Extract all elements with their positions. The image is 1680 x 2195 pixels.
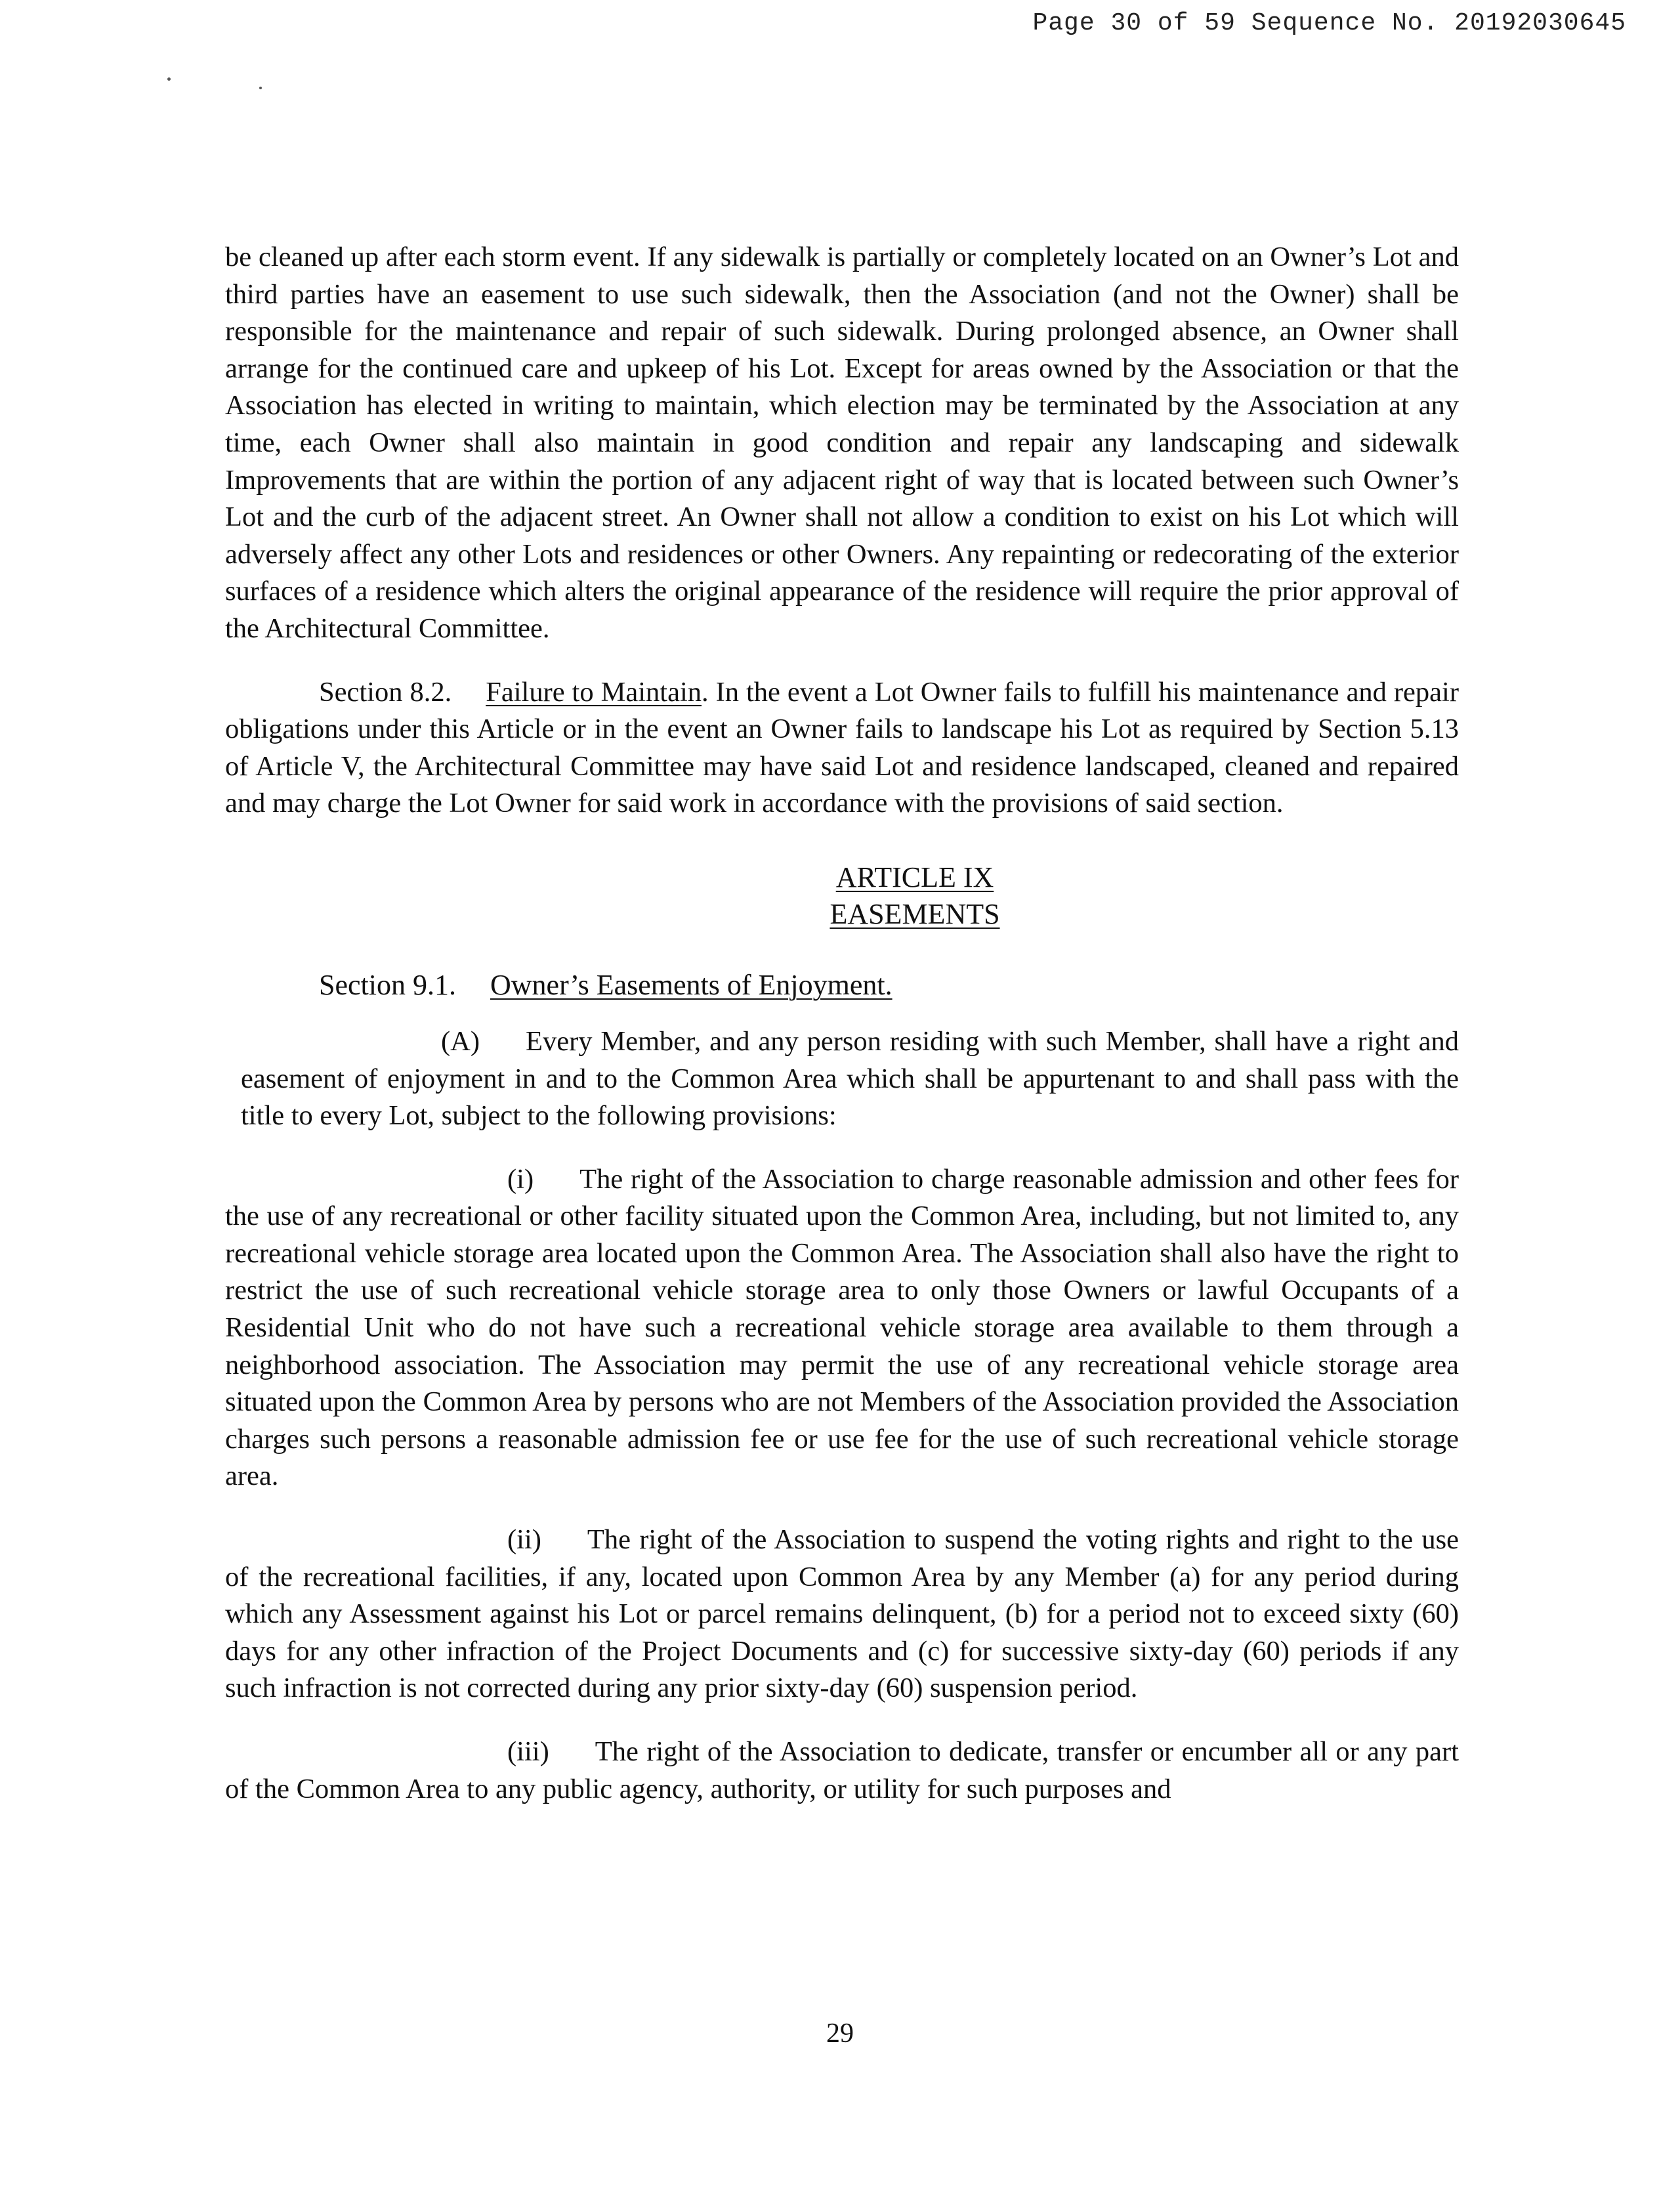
section-number: Section 9.1. — [319, 968, 456, 1001]
item-label: (ii) — [507, 1524, 541, 1556]
item-label: (iii) — [507, 1736, 549, 1767]
article-heading — [371, 859, 1459, 933]
page-header: Page 30 of 59 Sequence No. 20192030645 — [1032, 9, 1626, 37]
subsection-label: (A) — [441, 1025, 480, 1057]
page-number: 29 — [826, 2018, 854, 2049]
item-ii — [225, 1522, 1459, 1707]
item-iii — [225, 1734, 1459, 1808]
section-number: Section 8.2. — [319, 676, 452, 708]
item-i — [225, 1161, 1459, 1495]
scan-speck — [259, 87, 262, 89]
section-9-1 — [225, 967, 1459, 1004]
item-body: The right of the Association to dedicate, transfer or encumber all or any part of the Common Area to any public agency, authority, or utility for such purposes and — [225, 1736, 1459, 1804]
item-label: (i) — [507, 1163, 534, 1195]
subsection-a — [225, 1023, 1459, 1135]
section-8-2 — [225, 674, 1459, 822]
document-body — [225, 239, 1459, 1808]
article-number: ARTICLE IX — [835, 861, 994, 893]
paragraph-continued: be cleaned up after each storm event. If any sidewalk is partially or completely located on an Owner’s Lot and third parties have an easement to use such sidewalk, then the Association (and not the Owner) shall be responsible for the maintenance and repair of such sidewalk. During prolonged absence, an Owner shall arrange for the continued care and upkeep of his Lot. Except for areas owned by the Association or that the Association has elected in writing to maintain, which election may be terminated by the Association at any time, each Owner shall also maintain in good condition and repair any landscaping and sidewalk Improvements that are within the portion of any adjacent right of way that is located between such Owner’s Lot and the curb of the adjacent street. An Owner shall not allow a condition to exist on his Lot which will adversely affect any other Lots and residences or other Owners. Any repainting or redecorating of the exterior surfaces of a residence which alters the original appearance of the residence will require the prior approval of the Architectural Committee. — [225, 242, 1459, 644]
item-body: The right of the Association to charge reasonable admission and other fees for the use of any recreational or other facility situated upon the Common Area, including, but not limited to, any recreational vehicle storage area located upon the Common Area. The Association shall also have the right to restrict the use of such recreational vehicle storage area to only those Owners or lawful Occupants of a Residential Unit who do not have such a recreational vehicle storage area available to them through a neighborhood association. The Association may permit the use of any recreational vehicle storage area situated upon the Common Area by persons who are not Members of the Association provided the Association charges such persons a reasonable admission fee or use fee for the use of such recreational vehicle storage area. — [225, 1163, 1459, 1492]
scan-speck — [167, 77, 171, 81]
section-title: Owner’s Easements of Enjoyment. — [490, 968, 892, 1001]
item-body: The right of the Association to suspend the voting rights and right to the use of the recreational facilities, if any, located upon Common Area by any Member (a) for any period during which any Assessment against his Lot or parcel remains delinquent, (b) for a period not to exceed sixty (60) days for any other infraction of the Project Documents and (c) for successive sixty-day (60) periods if any such infraction is not corrected during any prior sixty-day (60) suspension period. — [225, 1524, 1459, 1704]
article-title: EASEMENTS — [830, 897, 1000, 930]
subsection-body: Every Member, and any person residing with such Member, shall have a right and easement of enjoyment in and to the Common Area which shall be appurtenant to and shall pass with the title to every Lot, subject to the following provisions: — [241, 1025, 1459, 1132]
section-body: . In the event a Lot Owner fails to fulfill his maintenance and repair obligations under this Article or in the event an Owner fails to landscape his Lot as required by Section 5.13 of Article V, the Architectural Committee may have said Lot and residence landscaped, cleaned and repaired and may charge the Lot Owner for said work in accordance with the provisions of said section. — [225, 676, 1459, 819]
section-title: Failure to Maintain — [486, 676, 702, 708]
